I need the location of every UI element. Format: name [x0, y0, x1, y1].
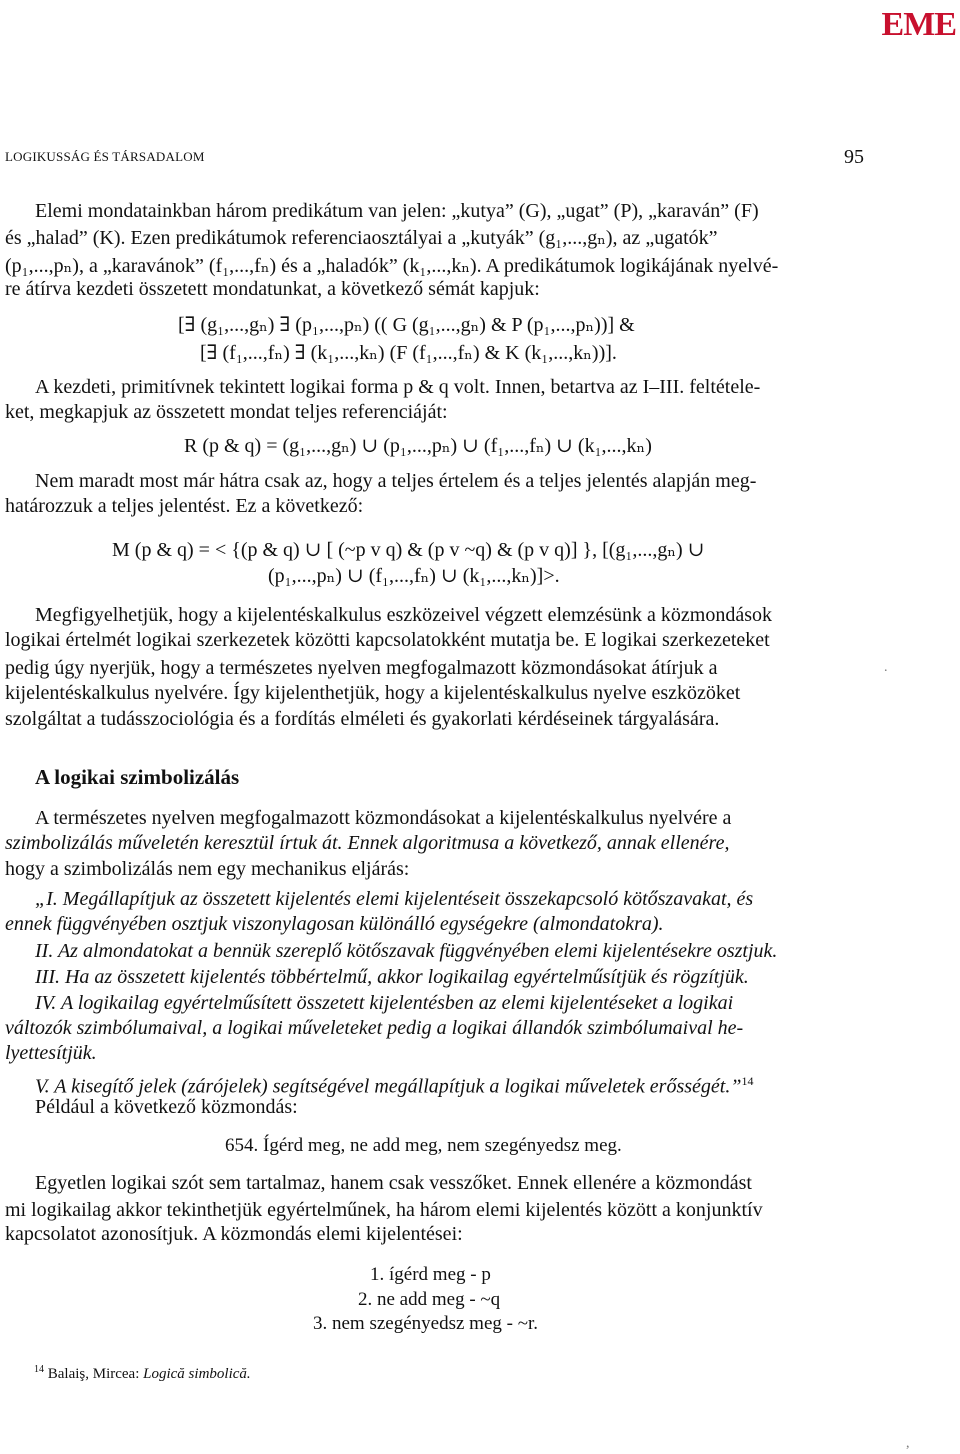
paragraph-6-line-2: mi logikailag akkor tekinthetjük egyértelműnek, ha három elemi kijelentés között a konjunktív — [5, 1199, 763, 1221]
step-v-text: V. A kisegítő jelek (zárójelek) segítségével megállapítjuk a logikai műveletek erősségét.” — [35, 1075, 742, 1098]
publisher-logo: EME — [881, 6, 956, 43]
paragraph-2-line-1: A kezdeti, primitívnek tekintett logikai forma p & q volt. Innen, betartva az I–III. feltétele- — [35, 376, 761, 398]
paragraph-5-line-3: hogy a szimbolizálás nem egy mechanikus eljárás: — [5, 858, 410, 880]
paragraph-4-line-4: kijelentéskalkulus nyelvére. Így kijelenthetjük, hogy a kijelentéskalkulus nyelve eszközöket — [5, 682, 741, 704]
example-intro: Például a következő közmondás: — [35, 1096, 298, 1118]
paragraph-1-line-3: (p₁,...,pₙ), a „karavánok” (f₁,...,fₙ) és a „haladók” (k₁,...,kₙ). A predikátumok logikájának nyelvé- — [5, 255, 779, 277]
footnote-author: Balaiş, Mircea: — [47, 1366, 140, 1382]
paragraph-4-line-5: szolgáltat a tudásszociológia és a fordítás elméleti és gyakorlati kérdéseinek tárgyalására. — [5, 708, 720, 730]
scan-mark: . — [884, 660, 888, 675]
paragraph-3-line-1: Nem maradt most már hátra csak az, hogy a teljes értelem és a teljes jelentés alapján meg- — [35, 470, 757, 492]
step-iv-line-1: IV. A logikailag egyértelműsített összetett kijelentésben az elemi kijelentéseket a logikai — [35, 992, 734, 1014]
paragraph-1-line-4: re átírva kezdeti összetett mondatunkat, a következő sémát kapjuk: — [5, 278, 540, 300]
step-i-line-1: „I. Megállapítjuk az összetett kijelentés elemi kijelentéseit összekapcsoló kötőszavakat, és — [35, 888, 754, 910]
step-ii: II. Az almondatokat a bennük szereplő kötőszavak függvényében elemi kijelentésekre osztjuk. — [35, 940, 778, 962]
paragraph-3-line-2: határozzuk a teljes jelentést. Ez a következő: — [5, 495, 364, 517]
footnote-ref: 14 — [741, 1074, 754, 1088]
paragraph-4-line-3: pedig úgy nyerjük, hogy a természetes nyelven megfogalmazott közmondásokat átírjuk a — [5, 657, 718, 679]
proverb: 654. Ígérd meg, ne add meg, nem szegényedsz meg. — [225, 1135, 622, 1156]
paragraph-6-line-1: Egyetlen logikai szót sem tartalmaz, hanem csak vesszőket. Ennek ellenére a közmondást — [35, 1172, 752, 1194]
step-iii: III. Ha az összetett kijelentés többértelmű, akkor logikailag egyértelműsítjük és rögzítjük. — [35, 966, 749, 988]
paragraph-4-line-2: logikai értelmét logikai szerkezetek közötti kapcsolatokként mutatja be. E logikai szerkezeteket — [5, 629, 770, 651]
formula-2: R (p & q) = (g₁,...,gₙ) ∪ (p₁,...,pₙ) ∪ (f₁,...,fₙ) ∪ (k₁,...,kₙ) — [184, 435, 652, 457]
formula-3-line-2: (p₁,...,pₙ) ∪ (f₁,...,fₙ) ∪ (k₁,...,kₙ)]>. — [268, 565, 560, 587]
paragraph-1-line-2: és „halad” (K). Ezen predikátumok referenciaosztályai a „kutyák” (g₁,...,gₙ), az „ugatók” — [5, 227, 718, 249]
footnote — [34, 1364, 251, 1383]
list-item-2: 2. ne add meg - ~q — [358, 1289, 501, 1310]
step-i-line-2: ennek függvényében osztjuk viszonylagosan különálló egységekre (almondatokra). — [5, 913, 664, 935]
paragraph-4-line-1: Megfigyelhetjük, hogy a kijelentéskalkulus eszközeivel végzett elemzésünk a közmondások — [35, 604, 772, 626]
paragraph-5-line-2: szimbolizálás műveletén keresztül írtuk át. Ennek algoritmusa a következő, annak ellenére, — [5, 832, 730, 854]
section-heading: A logikai szimbolizálás — [35, 765, 240, 789]
paragraph-6-line-3: kapcsolatot azonosítjuk. A közmondás elemi kijelentései: — [5, 1223, 463, 1245]
formula-1-line-1: [∃ (g₁,...,gₙ) ∃ (p₁,...,pₙ) (( G (g₁,...,gₙ) & P (p₁,...,pₙ))] & — [178, 314, 635, 336]
step-iv-line-3: lyettesítjük. — [5, 1042, 97, 1064]
scan-mark: , — [906, 1436, 910, 1451]
formula-1-line-2: [∃ (f₁,...,fₙ) ∃ (k₁,...,kₙ) (F (f₁,...,fₙ) & K (k₁,...,kₙ))]. — [200, 342, 617, 364]
paragraph-2-line-2: ket, megkapjuk az összetett mondat teljes referenciáját: — [5, 401, 448, 423]
paragraph-1-line-1: Elemi mondatainkban három predikátum van jelen: „kutya” (G), „ugat” (P), „karaván” (F) — [35, 200, 759, 222]
step-iv-line-2: változók szimbólumaival, a logikai műveleteket pedig a logikai állandók szimbólumaival he- — [5, 1017, 744, 1039]
footnote-title: Logică simbolică. — [143, 1366, 251, 1382]
list-item-1: 1. ígérd meg - p — [370, 1264, 491, 1285]
page-number: 95 — [844, 146, 864, 168]
paragraph-5-line-1: A természetes nyelven megfogalmazott közmondásokat a kijelentéskalkulus nyelvére a — [35, 807, 732, 829]
formula-3-line-1: M (p & q) = < {(p & q) ∪ [ (~p v q) & (p v ~q) & (p v q)] }, [(g₁,...,gₙ) ∪ — [112, 539, 705, 561]
running-head: LOGIKUSSÁG ÉS TÁRSADALOM — [5, 149, 205, 164]
list-item-3: 3. nem szegényedsz meg - ~r. — [313, 1313, 539, 1334]
footnote-number: 14 — [34, 1364, 44, 1375]
